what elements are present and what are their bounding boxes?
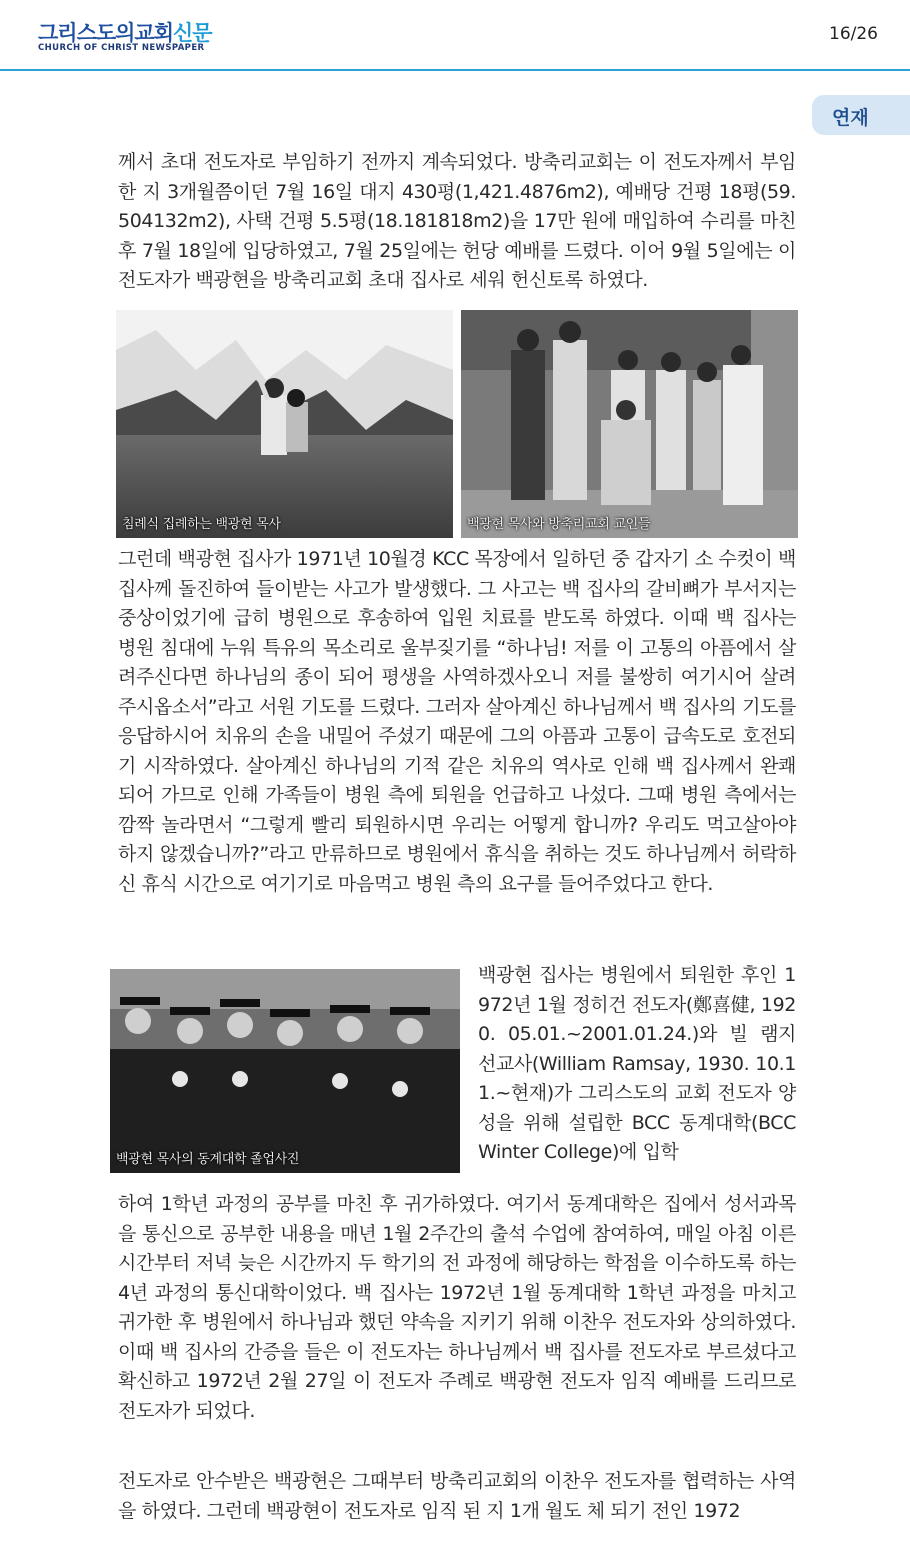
graduation-photo [110, 969, 460, 1173]
logo-main-text: 그리스도의교회 [38, 21, 174, 45]
page-number: 16/26 [829, 24, 878, 44]
baptism-photo-caption: 침례식 집례하는 백광현 목사 [122, 517, 281, 532]
page-header [0, 0, 910, 72]
graduation-photo-caption: 백광현 목사의 동계대학 졸업사진 [116, 1152, 300, 1167]
article-side-paragraph: 백광현 집사는 병원에서 퇴원한 후인 1972년 1월 정히건 전도자(鄭喜健, 1920. 05.01.~2001.01.24.)와 빌 램지 선교사(William Ramsay, 1930. 10.11.~현재)가 그리스도의 교회 전도자 양성을 위해 설립한 BCC 동계대학(BCC Winter College)에 입학 [478, 964, 796, 1163]
congregation-photo [461, 310, 798, 538]
congregation-photo-caption: 백광현 목사와 방축리교회 교인들 [467, 517, 651, 532]
baptism-photo [116, 310, 453, 538]
header-divider [0, 69, 910, 71]
section-badge-label: 연재 [832, 107, 869, 129]
logo-accent-text: 신문 [173, 21, 212, 45]
baptism-photo-image [116, 310, 453, 538]
article-paragraph-3: 하여 1학년 과정의 공부를 마친 후 귀가하였다. 여기서 동계대학은 집에서 성서과목을 통신으로 공부한 내용을 매년 1월 2주간의 출석 수업에 참여하여, 매일 아침 이른 시간부터 저녁 늦은 시간까지 두 학기의 전 과정에 해당하는 학점을 이수하도록 하는 4년 과정의 통신대학이었다. 백 집사는 1972년 1월 동계대학 1학년 과정을 마치고 귀가한 후 병원에서 하나님과 했던 약속을 지키기 위해 이찬우 전도자와 상의하였다. 이때 백 집사의 간증을 들은 이 전도자는 하나님께서 백 집사를 전도자로 부르셨다고 확신하고 1972년 2월 27일 이 전도자 주례로 백광현 전도자 임직 예배를 드리므로 전도자가 되었다. [118, 1193, 796, 1422]
article-paragraph-2: 그런데 백광현 집사가 1971년 10월경 KCC 목장에서 일하던 중 갑자기 소 수컷이 백 집사께 돌진하여 들이받는 사고가 발생했다. 그 사고는 백 집사의 갈비뼈가 부서지는 중상이었기에 급히 병원으로 후송하여 입원 치료를 받도록 하였다. 이때 백 집사는 병원 침대에 누워 특유의 목소리로 울부짖기를 “하나님! 저를 이 고통의 아픔에서 살려주신다면 하나님의 종이 되어 평생을 사역하겠사오니 저를 불쌍히 여기시어 살려주시옵소서”라고 서원 기도를 드렸다. 그러자 살아계신 하나님께서 백 집사의 기도를 응답하시어 치유의 손을 내밀어 주셨기 때문에 그의 아픔과 고통이 급속도로 호전되기 시작하였다. 살아계신 하나님의 기적 같은 치유의 역사로 인해 백 집사께서 완쾌되어 가므로 인해 가족들이 병원 측에 퇴원을 언급하고 나섰다. 그때 병원 측에서는 깜짝 놀라면서 “그렇게 빨리 퇴원하시면 우리는 어떻게 합니까? 우리도 먹고살아야 하지 않겠습니까?”라고 만류하므로 병원에서 휴식을 취하는 것도 하나님께서 허락하신 휴식 시간으로 여기기로 마음먹고 병원 측의 요구를 들어주었다고 한다. [118, 548, 796, 895]
congregation-photo-image [461, 310, 798, 538]
section-badge [812, 95, 910, 135]
logo-subtitle: CHURCH OF CHRIST NEWSPAPER [38, 43, 205, 53]
graduation-photo-image [110, 969, 460, 1173]
article-paragraph-1: 께서 초대 전도자로 부임하기 전까지 계속되었다. 방축리교회는 이 전도자께서 부임한 지 3개월쯤이던 7월 16일 대지 430평(1,421.4876m2), 예배당 건평 18평(59.504132m2), 사택 건평 5.5평(18.181818m2)을 17만 원에 매입하여 수리를 마친 후 7월 18일에 입당하였고, 7월 25일에는 헌당 예배를 드렸다. 이어 9월 5일에는 이 전도자가 백광현을 방축리교회 초대 집사로 세워 헌신토록 하였다. [118, 151, 796, 291]
article-paragraph-4: 전도자로 안수받은 백광현은 그때부터 방축리교회의 이찬우 전도자를 협력하는 사역을 하였다. 그런데 백광현이 전도자로 임직 된 지 1개 월도 체 되기 전인 1972 [118, 1470, 796, 1522]
